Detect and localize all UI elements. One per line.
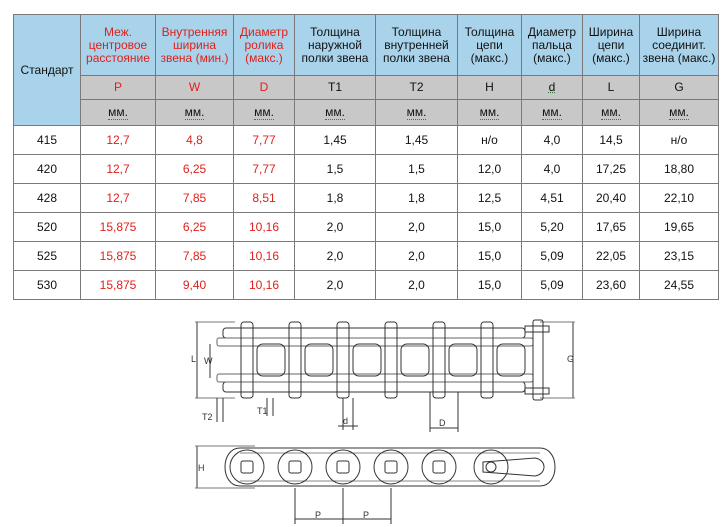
value-cell: 6,25 xyxy=(156,213,234,242)
symbol-cell: T2 xyxy=(376,76,458,100)
unit-text: мм. xyxy=(406,105,427,119)
value-cell: 12,0 xyxy=(458,155,522,184)
standard-cell: 525 xyxy=(14,242,81,271)
symbol-text: d xyxy=(548,80,556,94)
unit-text: мм. xyxy=(325,105,345,119)
pin-hole xyxy=(289,461,301,473)
value-cell: 1,8 xyxy=(295,184,376,213)
chain-drawing xyxy=(191,318,585,526)
value-cell: 23,60 xyxy=(583,271,640,300)
standard-cell: 530 xyxy=(14,271,81,300)
standard-cell: 415 xyxy=(14,126,81,155)
value-cell: 15,875 xyxy=(81,271,156,300)
link-group xyxy=(230,450,508,484)
value-cell: 2,0 xyxy=(376,271,458,300)
header-row xyxy=(14,15,719,76)
pin-hole xyxy=(433,461,445,473)
value-cell: 15,875 xyxy=(81,213,156,242)
chain-spec-table xyxy=(13,14,719,300)
unit-text: мм. xyxy=(669,105,689,119)
pin-hole xyxy=(385,461,397,473)
value-cell: 12,7 xyxy=(81,155,156,184)
table-row xyxy=(14,242,719,271)
label-d-roller: D xyxy=(439,418,446,428)
label-p1: P xyxy=(315,510,322,520)
roller xyxy=(305,344,333,376)
inner-plate-top xyxy=(217,338,533,346)
roller xyxy=(497,344,525,376)
standard-cell: 428 xyxy=(14,184,81,213)
header-cell: Толщина наружной полки звена xyxy=(295,15,376,76)
header-cell: Толщина внутренней полки звена xyxy=(376,15,458,76)
symbol-cell: W xyxy=(156,76,234,100)
header-cell: Толщина цепи (макс.) xyxy=(458,15,522,76)
value-cell: 2,0 xyxy=(295,271,376,300)
value-cell: 7,85 xyxy=(156,184,234,213)
value-cell: 17,25 xyxy=(583,155,640,184)
unit-cell xyxy=(583,100,640,126)
link-eye xyxy=(230,450,264,484)
value-cell: 22,10 xyxy=(640,184,719,213)
value-cell: 7,85 xyxy=(156,242,234,271)
value-cell: 4,0 xyxy=(522,126,583,155)
header-cell: Диаметр пальца (макс.) xyxy=(522,15,583,76)
unit-text: мм. xyxy=(601,105,621,119)
label-g: G xyxy=(567,354,575,364)
link-eye xyxy=(474,450,508,484)
unit-cell xyxy=(522,100,583,126)
pin-group xyxy=(241,322,493,398)
value-cell: 10,16 xyxy=(234,242,295,271)
symbol-cell: H xyxy=(458,76,522,100)
standard-cell: 420 xyxy=(14,155,81,184)
value-cell: 6,25 xyxy=(156,155,234,184)
table-row xyxy=(14,126,719,155)
label-d-pin: d xyxy=(343,416,349,426)
symbol-cell: D xyxy=(234,76,295,100)
label-w: W xyxy=(204,356,213,366)
label-l: L xyxy=(191,354,197,364)
inner-plate-bottom xyxy=(217,374,533,382)
table-row xyxy=(14,184,719,213)
pin xyxy=(289,322,301,398)
table-row xyxy=(14,213,719,242)
pin-hole xyxy=(486,462,496,472)
value-cell: н/о xyxy=(640,126,719,155)
value-cell: 2,0 xyxy=(295,213,376,242)
standard-header: Стандарт xyxy=(14,15,81,126)
symbol-cell: L xyxy=(583,76,640,100)
value-cell: 2,0 xyxy=(295,242,376,271)
label-t1: T1 xyxy=(257,406,268,416)
roller xyxy=(401,344,429,376)
drawing-labels xyxy=(191,354,574,520)
pin xyxy=(337,322,349,398)
unit-cell xyxy=(376,100,458,126)
chain-side-view xyxy=(195,446,555,524)
plate-outline xyxy=(225,448,555,486)
value-cell: 24,55 xyxy=(640,271,719,300)
chain-top-view xyxy=(195,320,575,432)
value-cell: 5,20 xyxy=(522,213,583,242)
plate-inner-line xyxy=(240,453,540,481)
value-cell: 12,7 xyxy=(81,126,156,155)
unit-row xyxy=(14,100,719,126)
clip xyxy=(525,326,549,332)
link-eye xyxy=(326,450,360,484)
unit-text: мм. xyxy=(254,105,274,119)
value-cell: 17,65 xyxy=(583,213,640,242)
value-cell: 5,09 xyxy=(522,242,583,271)
value-cell: 1,8 xyxy=(376,184,458,213)
value-cell: 9,40 xyxy=(156,271,234,300)
table-row xyxy=(14,155,719,184)
symbol-cell: T1 xyxy=(295,76,376,100)
unit-text: мм. xyxy=(542,105,562,119)
value-cell: 2,0 xyxy=(376,213,458,242)
pin-hole xyxy=(337,461,349,473)
value-cell: н/о xyxy=(458,126,522,155)
symbol-cell xyxy=(522,76,583,100)
unit-text: мм. xyxy=(184,105,205,119)
value-cell: 1,45 xyxy=(295,126,376,155)
value-cell: 15,0 xyxy=(458,213,522,242)
link-eye xyxy=(278,450,312,484)
value-cell: 18,80 xyxy=(640,155,719,184)
plate-top xyxy=(223,328,525,338)
link-eye xyxy=(422,450,456,484)
symbol-row xyxy=(14,76,719,100)
standard-cell: 520 xyxy=(14,213,81,242)
unit-cell xyxy=(81,100,156,126)
table-body xyxy=(14,126,719,300)
value-cell: 7,77 xyxy=(234,126,295,155)
value-cell: 4,0 xyxy=(522,155,583,184)
pin-hole xyxy=(241,461,253,473)
roller-group xyxy=(257,344,525,376)
value-cell: 1,5 xyxy=(295,155,376,184)
pin xyxy=(385,322,397,398)
value-cell: 20,40 xyxy=(583,184,640,213)
value-cell: 19,65 xyxy=(640,213,719,242)
symbol-cell: P xyxy=(81,76,156,100)
value-cell: 8,51 xyxy=(234,184,295,213)
unit-cell xyxy=(295,100,376,126)
value-cell: 12,5 xyxy=(458,184,522,213)
header-cell: Внутренняя ширина звена (мин.) xyxy=(156,15,234,76)
header-cell: Ширина цепи (макс.) xyxy=(583,15,640,76)
pin xyxy=(433,322,445,398)
unit-text: мм. xyxy=(108,105,128,119)
value-cell: 10,16 xyxy=(234,271,295,300)
table-row xyxy=(14,271,719,300)
value-cell: 22,05 xyxy=(583,242,640,271)
value-cell: 7,77 xyxy=(234,155,295,184)
label-p2: P xyxy=(363,510,370,520)
value-cell: 1,5 xyxy=(376,155,458,184)
plate-bottom xyxy=(223,382,525,392)
value-cell: 15,0 xyxy=(458,242,522,271)
value-cell: 4,51 xyxy=(522,184,583,213)
value-cell: 12,7 xyxy=(81,184,156,213)
value-cell: 23,15 xyxy=(640,242,719,271)
value-cell: 4,8 xyxy=(156,126,234,155)
clip xyxy=(525,388,549,394)
unit-cell xyxy=(234,100,295,126)
header-cell: Диаметр ролика (макс.) xyxy=(234,15,295,76)
roller xyxy=(257,344,285,376)
pin xyxy=(241,322,253,398)
value-cell: 1,45 xyxy=(376,126,458,155)
pin xyxy=(481,322,493,398)
value-cell: 5,09 xyxy=(522,271,583,300)
value-cell: 15,875 xyxy=(81,242,156,271)
symbol-cell: G xyxy=(640,76,719,100)
value-cell: 14,5 xyxy=(583,126,640,155)
header-cell: Меж. центровое расстояние xyxy=(81,15,156,76)
header-cell: Ширина соединит. звена (макс.) xyxy=(640,15,719,76)
value-cell: 2,0 xyxy=(376,242,458,271)
unit-cell xyxy=(640,100,719,126)
link-eye xyxy=(374,450,408,484)
value-cell: 10,16 xyxy=(234,213,295,242)
spring-clip xyxy=(483,458,544,476)
unit-cell xyxy=(156,100,234,126)
label-t2: T2 xyxy=(202,412,213,422)
unit-cell xyxy=(458,100,522,126)
value-cell: 15,0 xyxy=(458,271,522,300)
unit-text: мм. xyxy=(479,105,500,119)
label-h: H xyxy=(198,463,205,473)
roller xyxy=(449,344,477,376)
roller xyxy=(353,344,381,376)
